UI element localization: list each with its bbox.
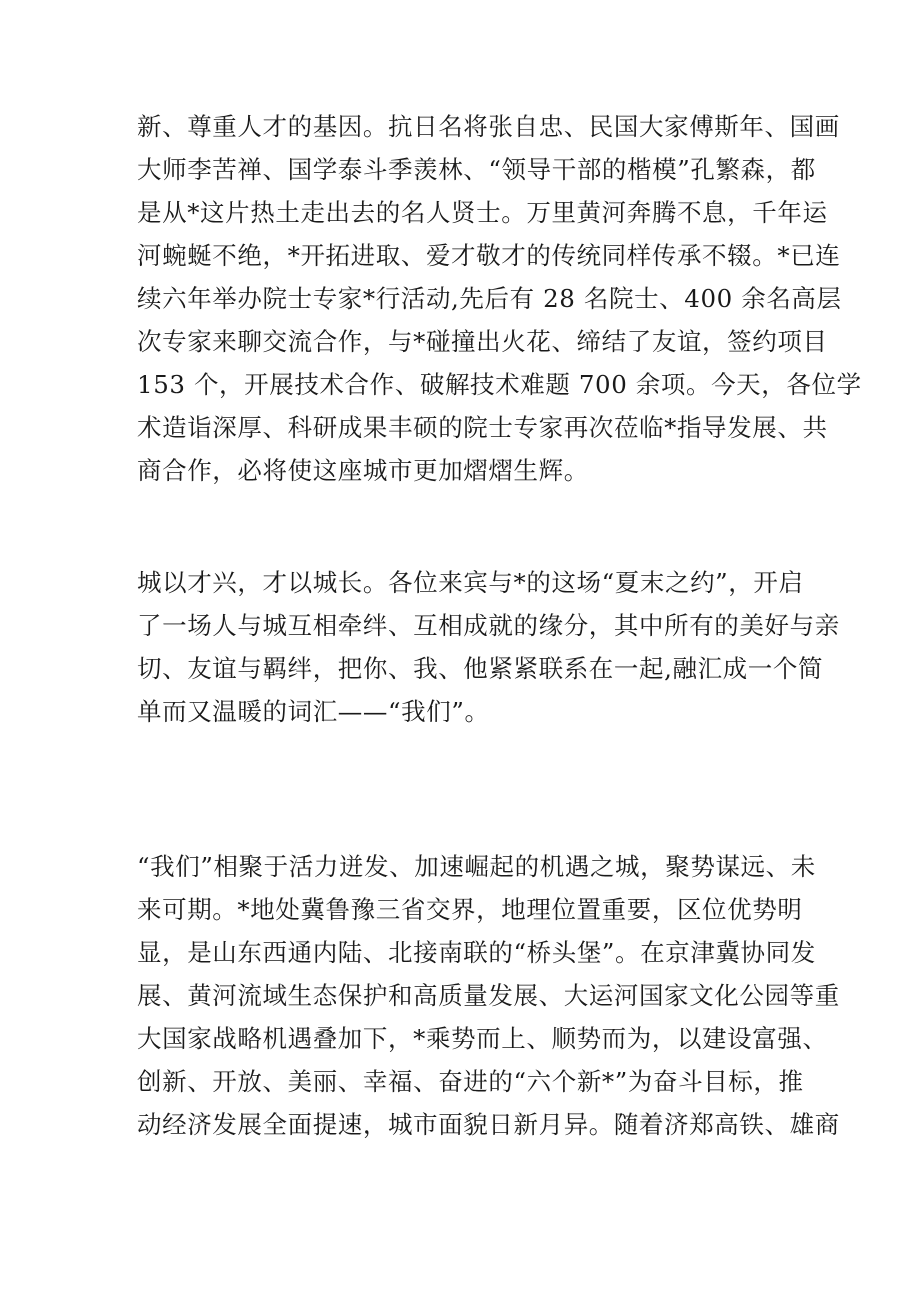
text-line: 大国家战略机遇叠加下，*乘势而上、顺势而为，以建设富强、 bbox=[137, 1024, 828, 1053]
text-line: 商合作，必将使这座城市更加熠熠生辉。 bbox=[137, 456, 589, 485]
text-line: 创新、开放、美丽、幸福、奋进的“六个新*”为奋斗目标，推 bbox=[137, 1067, 804, 1096]
text-line: 显，是山东西通内陆、北接南联的“桥头堡”。在京津冀协同发 bbox=[137, 938, 816, 967]
text-line: 城以才兴，才以城长。各位来宾与*的这场“夏末之约”，开启 bbox=[137, 568, 804, 597]
text-line: 大师李苦禅、国学泰斗季羡林、“领导干部的楷模”孔繁森，都 bbox=[137, 155, 816, 184]
text-line: 来可期。*地处冀鲁豫三省交界，地理位置重要，区位优势明 bbox=[137, 895, 803, 924]
text-line: 153 个，开展技术合作、破解技术难题 700 余项。今天，各位学 bbox=[137, 370, 862, 399]
paragraph-talent-heritage bbox=[137, 105, 862, 492]
text-line: 河蜿蜒不绝，*开拓进取、爱才敬才的传统同样传承不辍。*已连 bbox=[137, 241, 841, 270]
text-line: “我们”相聚于活力迸发、加速崛起的机遇之城，聚势谋远、未 bbox=[137, 852, 816, 881]
text-line: 了一场人与城互相牵绊、互相成就的缘分，其中所有的美好与亲 bbox=[137, 611, 840, 640]
paragraph-city-of-opportunity bbox=[137, 845, 840, 1146]
text-line: 单而又温暖的词汇——“我们”。 bbox=[137, 697, 490, 726]
text-line: 新、尊重人才的基因。抗日名将张自忠、民国大家傅斯年、国画 bbox=[137, 112, 840, 141]
paragraph-city-and-talent bbox=[137, 561, 840, 733]
text-line: 展、黄河流域生态保护和高质量发展、大运河国家文化公园等重 bbox=[137, 981, 840, 1010]
text-line: 术造诣深厚、科研成果丰硕的院士专家再次莅临*指导发展、共 bbox=[137, 413, 828, 442]
text-line: 动经济发展全面提速，城市面貌日新月异。随着济郑高铁、雄商 bbox=[137, 1110, 840, 1139]
text-line: 续六年举办院士专家*行活动,先后有 28 名院士、400 余名高层 bbox=[137, 284, 842, 313]
text-line: 切、友谊与羁绊，把你、我、他紧紧联系在一起,融汇成一个简 bbox=[137, 654, 824, 683]
text-line: 是从*这片热土走出去的名人贤士。万里黄河奔腾不息，千年运 bbox=[137, 198, 828, 227]
text-line: 次专家来聊交流合作，与*碰撞出火花、缔结了友谊，签约项目 bbox=[137, 327, 828, 356]
